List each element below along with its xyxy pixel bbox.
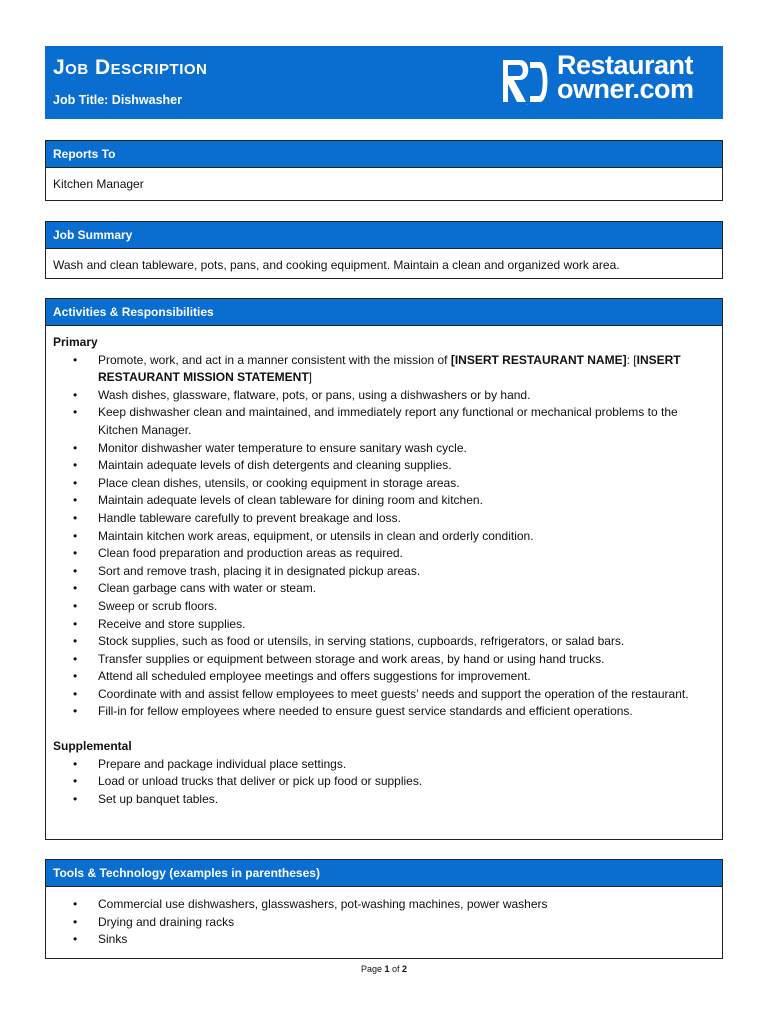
reports-to-heading: Reports To [46, 141, 722, 168]
list-item: • Clean food preparation and production areas as required. [53, 545, 715, 563]
job-title: Job Title: Dishwasher [53, 93, 182, 107]
list-item: • Maintain adequate levels of clean tableware for dining room and kitchen. [53, 492, 715, 510]
list-item: • Receive and store supplies. [53, 616, 715, 634]
list-item: • Set up banquet tables. [53, 791, 715, 809]
page-footer [0, 964, 768, 974]
reports-to-section [45, 140, 723, 201]
primary-list [53, 352, 715, 721]
list-item: • Keep dishwasher clean and maintained, and immediately report any functional or mechanical problems to the Kitchen Manager. [53, 404, 715, 439]
restaurant-owner-logo[interactable] [500, 52, 715, 112]
ro-logo-icon [500, 56, 552, 106]
list-item: • Wash dishes, glassware, flatware, pots, or pans, using a dishwashers or by hand. [53, 387, 715, 405]
logo-text-restaurant: Restaurant [557, 50, 694, 80]
list-item: • Transfer supplies or equipment between storage and work areas, by hand or using hand trucks. [53, 651, 715, 669]
of-word: of [392, 964, 400, 974]
activities-section [45, 298, 723, 840]
list-item: • Monitor dishwasher water temperature to ensure sanitary wash cycle. [53, 440, 715, 458]
list-item: • Coordinate with and assist fellow employees to meet guests’ needs and support the operation of the restaurant. [53, 686, 715, 704]
current-page: 1 [384, 964, 390, 974]
supplemental-heading: Supplemental [53, 739, 132, 754]
logo-text-owner: owner.com [557, 74, 694, 104]
list-item: • Stock supplies, such as food or utensils, in serving stations, cupboards, refrigerators, or salad bars. [53, 633, 715, 651]
list-item: • Maintain kitchen work areas, equipment, or utensils in clean and orderly condition. [53, 528, 715, 546]
total-pages: 2 [402, 964, 408, 974]
list-item: • Handle tableware carefully to prevent breakage and loss. [53, 510, 715, 528]
tools-list [53, 896, 715, 949]
list-item: • Sweep or scrub floors. [53, 598, 715, 616]
list-item: • Maintain adequate levels of dish detergents and cleaning supplies. [53, 457, 715, 475]
activities-heading: Activities & Responsibilities [46, 299, 722, 326]
job-summary-heading: Job Summary [46, 222, 722, 249]
primary-heading: Primary [53, 335, 98, 349]
list-item: • Drying and draining racks [53, 914, 715, 932]
list-item: • Commercial use dishwashers, glasswashers, pot-washing machines, power washers [53, 896, 715, 914]
list-item: • Promote, work, and act in a manner consistent with the mission of [INSERT RESTAURANT NAME]: [INSERT RESTAURANT MISSION STATEMENT] [53, 352, 715, 387]
document-title: Job Description [53, 56, 208, 79]
job-summary-section [45, 221, 723, 279]
list-item: • Attend all scheduled employee meetings and offers suggestions for improvement. [53, 668, 715, 686]
list-item: • Clean garbage cans with water or steam. [53, 580, 715, 598]
job-summary-text: Wash and clean tableware, pots, pans, and cooking equipment. Maintain a clean and organized work area. [53, 258, 620, 272]
list-item: • Sort and remove trash, placing it in designated pickup areas. [53, 563, 715, 581]
logo-mark-text: RO [526, 105, 528, 106]
list-item: • Load or unload trucks that deliver or pick up food or supplies. [53, 773, 715, 791]
document-header [45, 46, 723, 119]
reports-to-value: Kitchen Manager [53, 177, 144, 191]
tools-section [45, 859, 723, 959]
tools-heading: Tools & Technology (examples in parentheses) [46, 860, 722, 887]
list-item: • Sinks [53, 931, 715, 949]
list-item: • Place clean dishes, utensils, or cooking equipment in storage areas. [53, 475, 715, 493]
supplemental-list [53, 756, 715, 809]
page-word: Page [360, 964, 382, 974]
list-item: • Fill-in for fellow employees where needed to ensure guest service standards and efficient operations. [53, 703, 715, 721]
list-item: • Prepare and package individual place settings. [53, 756, 715, 774]
